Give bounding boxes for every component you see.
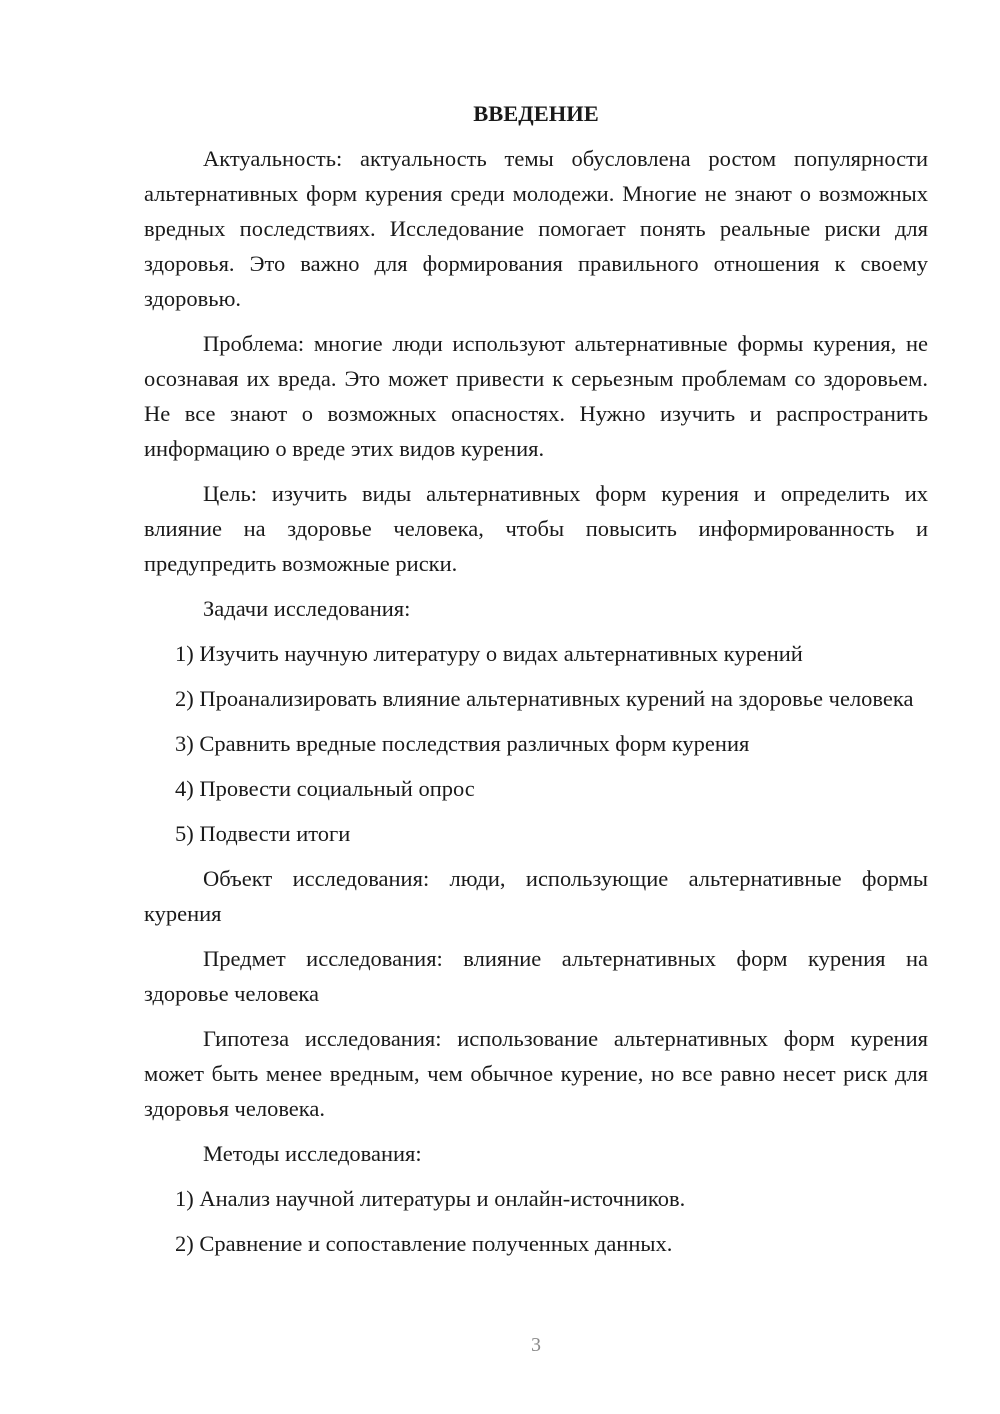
problem-paragraph: Проблема: многие люди используют альтернативные формы курения, не осознавая их вреда. Это может привести к серьезным проблемам со здоровьем. Не все знают о возможных опасностях. Нужно изучить и распространить информацию о вреде этих видов курения. <box>144 331 928 461</box>
goal-paragraph: Цель: изучить виды альтернативных форм курения и определить их влияние на здоровье человека, чтобы повысить информированность и предупредить возможные риски. <box>144 481 928 576</box>
method-item: 1) Анализ научной литературы и онлайн-источников. <box>175 1186 686 1211</box>
subject-paragraph: Предмет исследования: влияние альтернативных форм курения на здоровье человека <box>144 946 928 1006</box>
task-item: 3) Сравнить вредные последствия различных форм курения <box>175 731 750 756</box>
task-item: 5) Подвести итоги <box>175 821 351 846</box>
page-number: 3 <box>531 1334 541 1356</box>
hypothesis-paragraph: Гипотеза исследования: использование альтернативных форм курения может быть менее вредным, чем обычное курение, но все равно несет риск для здоровья человека. <box>144 1026 928 1121</box>
task-item: 2) Проанализировать влияние альтернативных курений на здоровье человека <box>175 686 914 711</box>
task-item: 1) Изучить научную литературу о видах альтернативных курений <box>175 641 803 666</box>
section-title: ВВЕДЕНИЕ <box>473 101 599 126</box>
methods-heading: Методы исследования: <box>203 1141 422 1166</box>
tasks-heading: Задачи исследования: <box>203 596 411 621</box>
task-item: 4) Провести социальный опрос <box>175 776 475 801</box>
method-item: 2) Сравнение и сопоставление полученных данных. <box>175 1231 673 1256</box>
page-content <box>144 96 928 1271</box>
relevance-paragraph: Актуальность: актуальность темы обусловлена ростом популярности альтернативных форм курения среди молодежи. Многие не знают о возможных вредных последствиях. Исследование помогает понять реальные риски для здоровья. Это важно для формирования правильного отношения к своему здоровью. <box>144 146 928 311</box>
object-paragraph: Объект исследования: люди, использующие альтернативные формы курения <box>144 866 928 926</box>
